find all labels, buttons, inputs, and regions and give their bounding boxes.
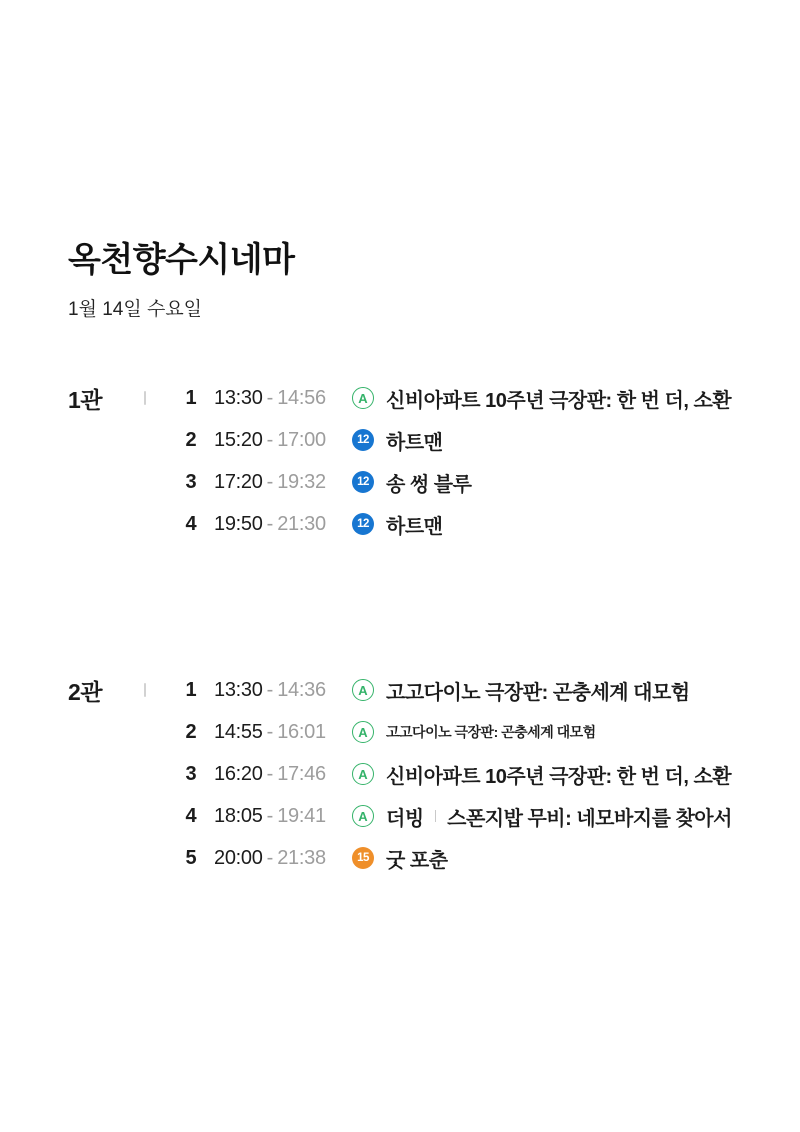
theater-block xyxy=(68,377,760,545)
theater-name: 2관 xyxy=(68,678,103,705)
showtime-row xyxy=(178,669,732,711)
show-time xyxy=(214,429,338,452)
end-time: 17:00 xyxy=(277,428,326,451)
showtime-row xyxy=(178,711,732,753)
movie-title[interactable]: 고고다이노 극장판: 곤충세계 대모험 xyxy=(386,681,690,704)
start-time: 17:20 xyxy=(214,470,263,493)
show-time xyxy=(214,847,338,870)
end-time: 19:41 xyxy=(277,804,326,827)
time-dash: - xyxy=(266,470,274,493)
start-time: 14:55 xyxy=(214,720,263,743)
end-time: 14:56 xyxy=(277,386,326,409)
show-time xyxy=(214,387,338,410)
start-time: 15:20 xyxy=(214,428,263,451)
movie-title[interactable]: 신비아파트 10주년 극장판: 한 번 더, 소환 xyxy=(386,765,732,788)
show-number: 4 xyxy=(185,804,197,827)
rating-badge-12-icon: 12 xyxy=(352,513,374,535)
page-title: 옥천향수시네마 xyxy=(68,241,295,279)
show-time xyxy=(214,805,338,828)
time-dash: - xyxy=(266,762,274,785)
rating-badge-all-icon: A xyxy=(352,721,374,743)
show-number: 2 xyxy=(185,720,197,743)
theater-head xyxy=(68,377,146,419)
show-number: 1 xyxy=(185,386,197,409)
start-time: 13:30 xyxy=(214,678,263,701)
dubbing-label: 더빙 xyxy=(386,807,424,830)
time-dash: - xyxy=(266,846,274,869)
showtime-row xyxy=(178,461,731,503)
show-time xyxy=(214,471,338,494)
show-number: 2 xyxy=(185,428,197,451)
movie-title[interactable] xyxy=(386,802,732,831)
time-dash: - xyxy=(266,804,274,827)
time-dash: - xyxy=(266,720,274,743)
end-time: 17:46 xyxy=(277,762,326,785)
show-number: 1 xyxy=(185,678,197,701)
showtime-list xyxy=(178,377,731,545)
rating-badge-12-icon: 12 xyxy=(352,429,374,451)
time-dash: - xyxy=(266,428,274,451)
end-time: 19:32 xyxy=(277,470,326,493)
show-number: 5 xyxy=(185,846,197,869)
theater-divider xyxy=(144,683,146,697)
showtime-row xyxy=(178,377,731,419)
movie-title[interactable]: 신비아파트 10주년 극장판: 한 번 더, 소환 xyxy=(386,389,732,412)
show-time xyxy=(214,513,338,536)
rating-badge-all-icon: A xyxy=(352,679,374,701)
showtime-row xyxy=(178,419,731,461)
showtime-row xyxy=(178,795,732,837)
show-number: 3 xyxy=(185,470,197,493)
movie-title-text: 스폰지밥 무비: 네모바지를 찾아서 xyxy=(447,807,732,830)
theater-head xyxy=(68,669,146,711)
schedule xyxy=(68,377,760,879)
theater-block xyxy=(68,669,760,879)
movie-title[interactable]: 고고다이노 극장판: 곤충세계 대모험 xyxy=(386,724,596,740)
movie-title[interactable]: 굿 포춘 xyxy=(386,849,448,872)
start-time: 18:05 xyxy=(214,804,263,827)
rating-badge-all-icon: A xyxy=(352,763,374,785)
theater-name: 1관 xyxy=(68,386,103,413)
rating-badge-15-icon: 15 xyxy=(352,847,374,869)
showtime-row xyxy=(178,503,731,545)
theater-divider xyxy=(144,391,146,405)
rating-badge-all-icon: A xyxy=(352,387,374,409)
time-dash: - xyxy=(266,386,274,409)
movie-title[interactable]: 송 썽 블루 xyxy=(386,473,472,496)
start-time: 20:00 xyxy=(214,846,263,869)
show-time xyxy=(214,679,338,702)
rating-badge-12-icon: 12 xyxy=(352,471,374,493)
show-time xyxy=(214,763,338,786)
rating-badge-all-icon: A xyxy=(352,805,374,827)
time-dash: - xyxy=(266,512,274,535)
time-dash: - xyxy=(266,678,274,701)
page-date: 1월 14일 수요일 xyxy=(68,299,203,320)
start-time: 13:30 xyxy=(214,386,263,409)
show-number: 4 xyxy=(185,512,197,535)
label-divider-icon xyxy=(435,810,437,822)
start-time: 19:50 xyxy=(214,512,263,535)
showtime-row xyxy=(178,753,732,795)
end-time: 21:38 xyxy=(277,846,326,869)
end-time: 14:36 xyxy=(277,678,326,701)
showtime-row xyxy=(178,837,732,879)
showtime-list xyxy=(178,669,732,879)
show-time xyxy=(214,721,338,744)
end-time: 16:01 xyxy=(277,720,326,743)
show-number: 3 xyxy=(185,762,197,785)
end-time: 21:30 xyxy=(277,512,326,535)
movie-title[interactable]: 하트맨 xyxy=(386,515,443,538)
movie-title[interactable]: 하트맨 xyxy=(386,431,443,454)
start-time: 16:20 xyxy=(214,762,263,785)
